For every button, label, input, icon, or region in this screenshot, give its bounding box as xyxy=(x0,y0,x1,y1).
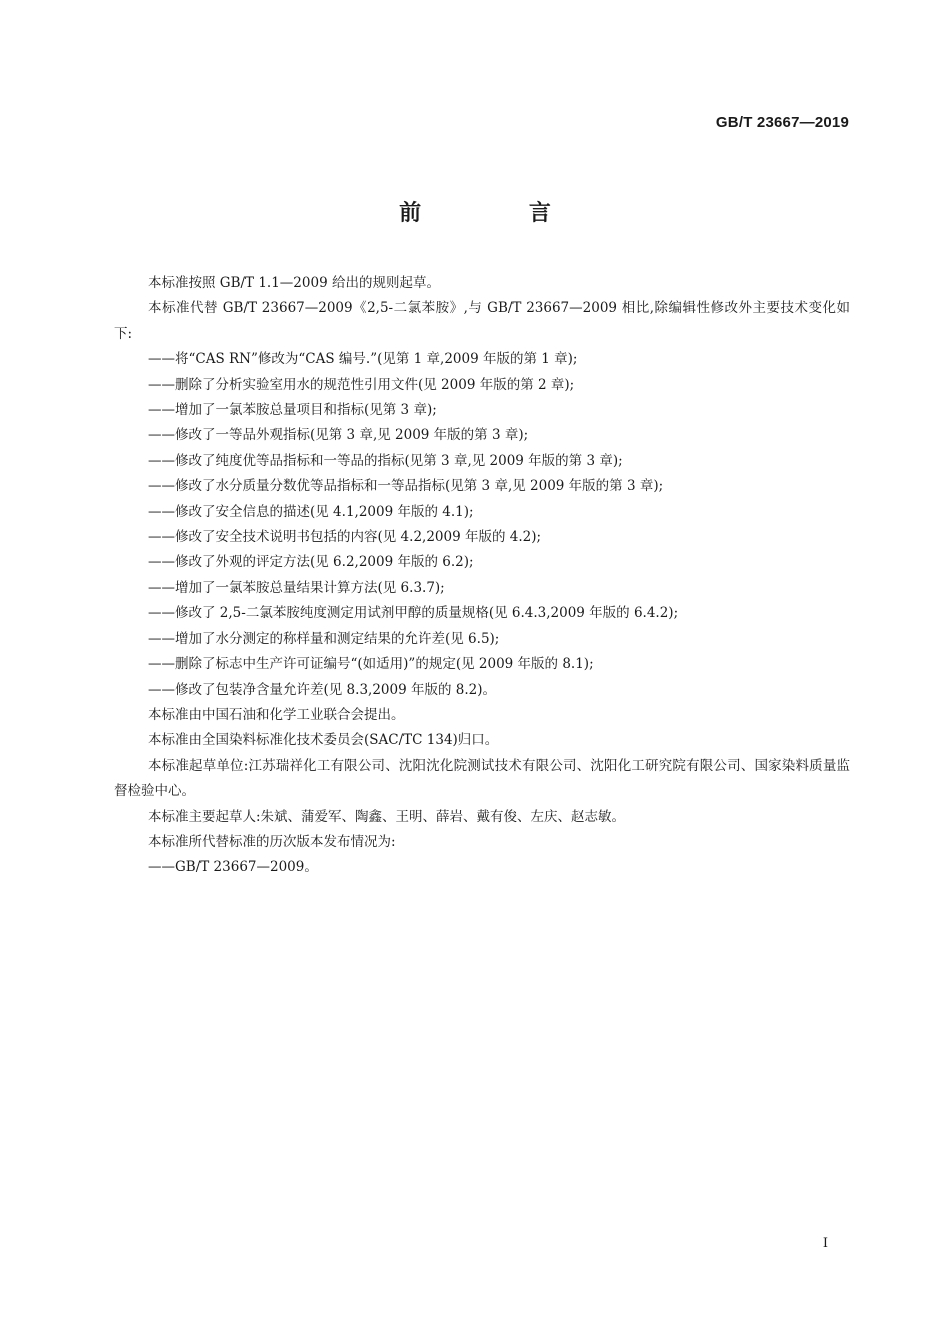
change-list xyxy=(114,347,850,703)
list-item: ——GB/T 23667—2009。 xyxy=(148,859,318,876)
list-item: ——修改了包装净含量允许差(见 8.3,2009 年版的 8.2)。 xyxy=(148,681,496,698)
document-body xyxy=(114,271,850,881)
list-item: ——修改了 2,5-二氯苯胺纯度测定用试剂甲醇的质量规格(见 6.4.3,2009 年版的 6.4.2); xyxy=(148,605,679,622)
paragraph: 本标准起草单位:江苏瑞祥化工有限公司、沈阳沈化院测试技术有限公司、沈阳化工研究院有限公司、国家染料质量监督检验中心。 xyxy=(114,757,850,800)
paragraph: 本标准主要起草人:朱斌、蒲爱军、陶鑫、王明、薛岩、戴有俊、左庆、赵志敏。 xyxy=(148,808,626,825)
list-item: ——增加了水分测定的称样量和测定结果的允许差(见 6.5); xyxy=(148,630,500,647)
list-item: ——增加了一氯苯胺总量结果计算方法(见 6.3.7); xyxy=(148,579,445,596)
paragraph: 本标准由全国染料标准化技术委员会(SAC/TC 134)归口。 xyxy=(148,732,499,749)
paragraph: 本标准代替 GB/T 23667—2009《2,5-二氯苯胺》,与 GB/T 23667—2009 相比,除编辑性修改外主要技术变化如下: xyxy=(114,300,850,342)
list-item: ——修改了水分质量分数优等品指标和一等品指标(见第 3 章,见 2009 年版的第 3 章); xyxy=(148,478,664,495)
page-title: 前 言 xyxy=(399,201,601,226)
list-item: ——删除了标志中生产许可证编号“(如适用)”的规定(见 2009 年版的 8.1); xyxy=(148,656,594,673)
list-item: ——修改了安全技术说明书包括的内容(见 4.2,2009 年版的 4.2); xyxy=(148,529,542,546)
list-item: ——修改了纯度优等品指标和一等品的指标(见第 3 章,见 2009 年版的第 3 章); xyxy=(148,452,623,469)
standard-code: GB/T 23667—2019 xyxy=(715,114,849,131)
list-item: ——删除了分析实验室用水的规范性引用文件(见 2009 年版的第 2 章); xyxy=(148,376,575,393)
paragraph: 本标准按照 GB/T 1.1—2009 给出的规则起草。 xyxy=(148,275,440,291)
list-item: ——增加了一氯苯胺总量项目和指标(见第 3 章); xyxy=(148,402,437,419)
paragraph: 本标准由中国石油和化学工业联合会提出。 xyxy=(148,706,405,723)
list-item: ——修改了安全信息的描述(见 4.1,2009 年版的 4.1); xyxy=(148,503,474,520)
list-item: ——修改了外观的评定方法(见 6.2,2009 年版的 6.2); xyxy=(148,554,474,571)
paragraph: 本标准所代替标准的历次版本发布情况为: xyxy=(148,833,396,850)
list-item: ——修改了一等品外观指标(见第 3 章,见 2009 年版的第 3 章); xyxy=(148,427,529,444)
page-number: I xyxy=(822,1236,828,1251)
list-item: ——将“CAS RN”修改为“CAS 编号.”(见第 1 章,2009 年版的第 1 章); xyxy=(148,351,578,368)
